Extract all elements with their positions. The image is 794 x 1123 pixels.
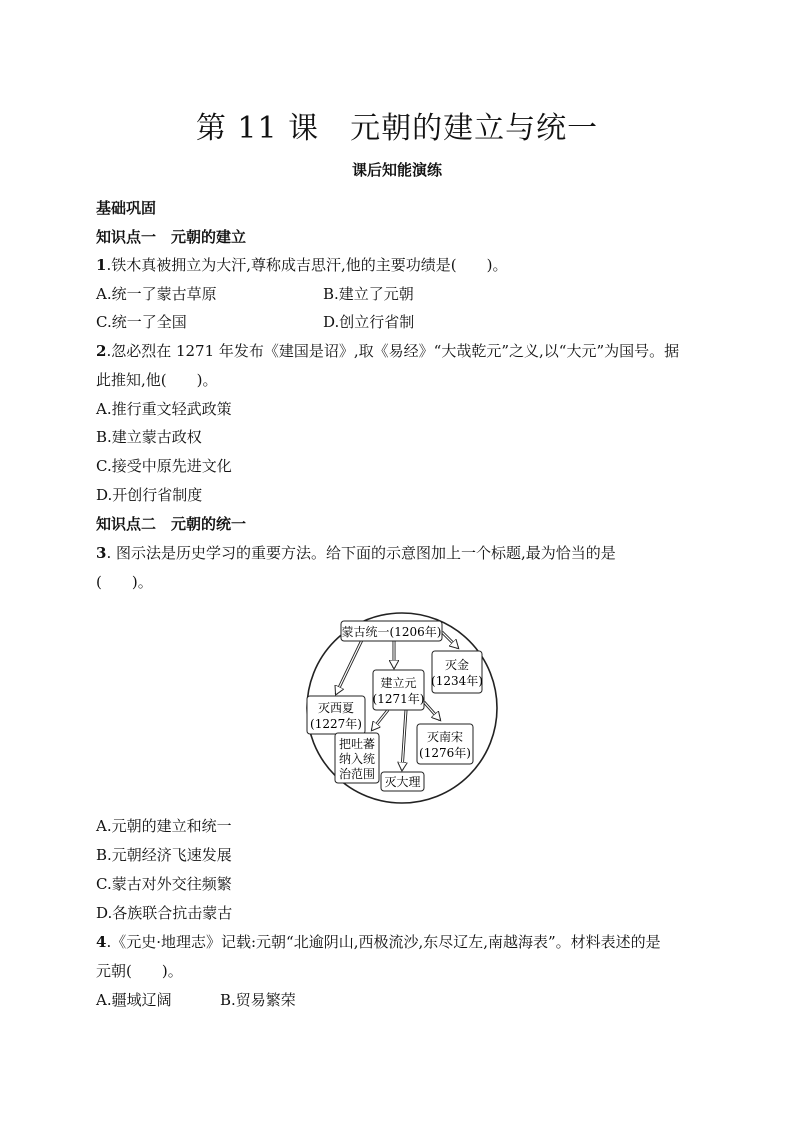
question-1-option-c: C.统一了全国: [96, 313, 187, 331]
label-tubo-3: 治范围: [338, 767, 376, 781]
question-2-number: 2: [96, 342, 107, 360]
label-tubo-2: 纳入统: [338, 752, 376, 766]
page-title: 第 11 课 元朝的建立与统一: [195, 111, 599, 146]
question-3-option-c: C.蒙古对外交往频繁: [96, 875, 232, 893]
question-1-text: .铁木真被拥立为大汗,尊称成吉思汗,他的主要功绩是( )。: [106, 256, 508, 274]
page-subtitle: 课后知能演练: [351, 161, 442, 179]
label-destroy-jin-1: 灭金: [444, 658, 470, 672]
question-2-option-c: C.接受中原先进文化: [96, 457, 232, 475]
label-mongol-unification: 蒙古统一(1206年): [341, 625, 442, 639]
question-3-stem: [96, 543, 616, 563]
question-1-stem: [96, 255, 507, 275]
label-destroy-xixia-1: 灭西夏: [317, 701, 355, 715]
question-3-number: 3: [96, 544, 107, 562]
label-destroy-nansong-2: (1276年): [419, 746, 471, 760]
question-3-text-line1: . 图示法是历史学习的重要方法。给下面的示意图加上一个标题,最为恰当的是: [106, 544, 616, 562]
question-4-option-b: B.贸易繁荣: [220, 991, 296, 1009]
section-heading: 基础巩固: [96, 199, 157, 217]
question-2-text-line1: .忽必烈在 1271 年发布《建国是诏》,取《易经》“大哉乾元”之义,以“大元”为国号。据: [106, 342, 680, 360]
question-2-option-d: D.开创行省制度: [96, 486, 203, 504]
question-4-option-a: A.疆域辽阔: [96, 991, 172, 1009]
question-3-option-b: B.元朝经济飞速发展: [96, 846, 232, 864]
label-destroy-xixia-2: (1227年): [310, 717, 362, 731]
label-destroy-dali: 灭大理: [384, 775, 421, 789]
question-2-option-a: A.推行重文轻武政策: [96, 400, 232, 418]
label-found-yuan-1: 建立元: [380, 676, 417, 690]
yuan-unification-diagram: [292, 608, 512, 808]
label-destroy-jin-2: (1234年): [431, 674, 483, 688]
question-1-option-b: B.建立了元朝: [323, 285, 414, 303]
question-1-option-d: D.创立行省制: [323, 313, 415, 331]
question-1-option-a: A.统一了蒙古草原: [96, 285, 217, 303]
question-2-stem: [96, 341, 679, 361]
question-1-number: 1: [96, 256, 107, 274]
question-3-text-line2: ( )。: [96, 573, 153, 591]
label-destroy-nansong-1: 灭南宋: [426, 730, 464, 744]
label-found-yuan-2: (1271年): [372, 692, 425, 706]
knowledge-point-2: 知识点二 元朝的统一: [96, 515, 247, 533]
label-tubo-1: 把吐蕃: [338, 737, 376, 751]
question-4-stem: [96, 932, 661, 952]
question-4-text-line2: 元朝( )。: [96, 962, 183, 980]
question-2-text-line2: 此推知,他( )。: [96, 371, 218, 389]
knowledge-point-1: 知识点一 元朝的建立: [96, 228, 247, 246]
question-2-option-b: B.建立蒙古政权: [96, 428, 202, 446]
question-4-number: 4: [96, 933, 107, 951]
question-4-text-line1: .《元史·地理志》记载:元朝“北逾阴山,西极流沙,东尽辽左,南越海表”。材料表述的是: [106, 933, 661, 951]
question-3-option-a: A.元朝的建立和统一: [96, 817, 232, 835]
question-3-option-d: D.各族联合抗击蒙古: [96, 904, 233, 922]
